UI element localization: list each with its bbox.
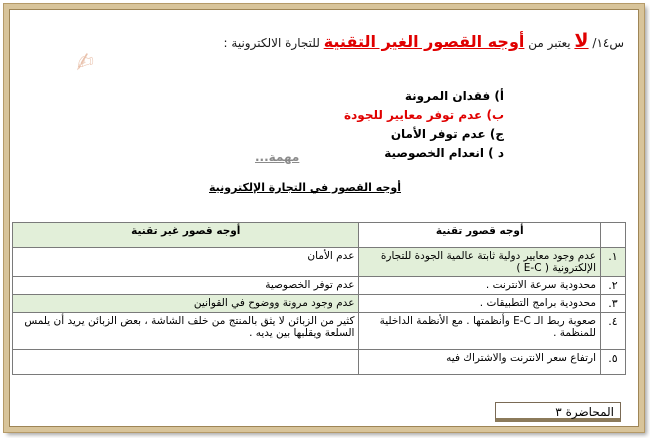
option-text: فقدان المرونة xyxy=(404,89,491,103)
question-negation: لا xyxy=(574,30,589,52)
row-number: ٣. xyxy=(601,295,626,313)
option-b-correct xyxy=(264,106,504,125)
table-row xyxy=(13,248,626,277)
row-number: ٢. xyxy=(601,277,626,295)
option-letter: ج) xyxy=(489,127,504,141)
row-number: ٤. xyxy=(601,313,626,350)
nontechnical-cell: عدم وجود مرونة ووضوح في القوانين xyxy=(13,295,359,313)
table-row xyxy=(13,350,626,375)
technical-cell: محدودية سرعة الانترنت . xyxy=(359,277,601,295)
question-number: س١٤/ xyxy=(592,36,624,50)
faults-table xyxy=(12,222,626,375)
option-d xyxy=(264,144,504,163)
header-technical: أوجه قصور تقنية xyxy=(359,223,601,248)
option-text: عدم توفر الأمان xyxy=(390,127,486,141)
header-nontechnical: أوجه قصور غير تقنية xyxy=(13,223,359,248)
nontechnical-cell: عدم توفر الخصوصية xyxy=(13,277,359,295)
option-letter: ب) xyxy=(486,108,504,122)
row-number: ٥. xyxy=(601,350,626,375)
option-letter: د ) xyxy=(488,146,504,160)
table-header-row xyxy=(13,223,626,248)
technical-cell: ارتفاع سعر الانترنت والاشتراك فيه xyxy=(359,350,601,375)
option-text: انعدام الخصوصية xyxy=(384,146,484,160)
option-c xyxy=(264,125,504,144)
technical-cell: عدم وجود معايير دولية ثابتة عالمية الجودة للتجارة الإلكترونية ( E-C ) xyxy=(359,248,601,277)
option-letter: أ) xyxy=(494,89,504,103)
table-header-empty xyxy=(601,223,626,248)
technical-cell: محدودية برامج التطبيقات . xyxy=(359,295,601,313)
row-number: ١. xyxy=(601,248,626,277)
table-row xyxy=(13,295,626,313)
question-prefix: يعتبر من xyxy=(528,36,571,50)
technical-cell: صعوبة ربط الـ E-C وأنظمتها . مع الأنظمة الداخلية للمنظمة . xyxy=(359,313,601,350)
question-suffix: للتجارة الالكترونية : xyxy=(223,36,320,50)
nontechnical-cell: كثير من الزبائن لا يثق بالمنتج من خلف الشاشة ، بعض الزبائن يريد أن يلمس السلعة ويقلبها بين يديه . xyxy=(13,313,359,350)
table-title: أوجه القصور في التجارة الإلكترونية xyxy=(209,181,401,194)
option-a xyxy=(264,87,504,106)
nontechnical-cell xyxy=(13,350,359,375)
question-focus: أوجه القصور الغير التقنية xyxy=(323,32,525,51)
lecture-label: المحاضرة ٣ xyxy=(495,402,621,422)
table-row xyxy=(13,313,626,350)
signature-watermark: ✍︎ xyxy=(70,48,97,78)
table-row xyxy=(13,277,626,295)
answer-options xyxy=(264,87,504,163)
option-text: عدم توفر معايير للجودة xyxy=(344,108,483,122)
task-label: مهمة... xyxy=(255,150,300,164)
nontechnical-cell: عدم الأمان xyxy=(13,248,359,277)
